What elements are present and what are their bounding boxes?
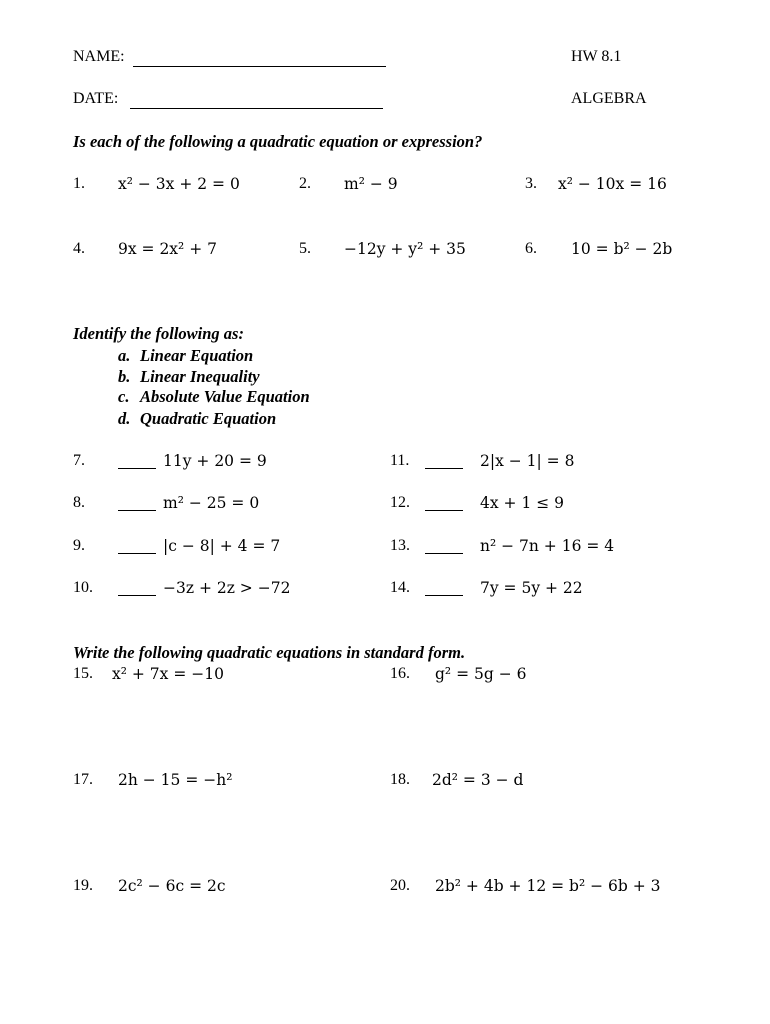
item-number: 5. (299, 240, 311, 257)
item-expression: 10 = b² − 2b (571, 240, 673, 258)
answer-blank[interactable] (118, 456, 156, 469)
item-expression: x² − 10x = 16 (558, 175, 667, 193)
item-expression: 9x = 2x² + 7 (118, 240, 217, 258)
item-expression: 11y + 20 = 9 (163, 452, 267, 470)
item-number: 10. (73, 579, 93, 596)
item-expression: 4x + 1 ≤ 9 (480, 494, 565, 512)
item-number: 16. (390, 665, 410, 682)
item-expression: x² + 7x = −10 (112, 665, 224, 683)
answer-blank[interactable] (425, 498, 463, 511)
section3-instruction: Write the following quadratic equations in standard form. (73, 643, 466, 662)
item-expression: x² − 3x + 2 = 0 (118, 175, 240, 193)
item-number: 19. (73, 877, 93, 894)
section1-instruction: Is each of the following a quadratic equation or expression? (73, 132, 483, 151)
section2-instruction: Identify the following as: (73, 324, 244, 343)
item-expression: 2h − 15 = −h² (118, 771, 233, 789)
item-number: 18. (390, 771, 410, 788)
date-label: DATE: (73, 90, 119, 107)
item-number: 20. (390, 877, 410, 894)
option-b: b. Linear Inequality (118, 367, 260, 386)
date-blank-line[interactable] (130, 108, 383, 109)
course-label: ALGEBRA (571, 90, 647, 107)
item-number: 12. (390, 494, 410, 511)
item-expression: 7y = 5y + 22 (480, 579, 583, 597)
item-number: 11. (390, 452, 410, 469)
item-expression: −12y + y² + 35 (344, 240, 466, 258)
answer-blank[interactable] (425, 583, 463, 596)
item-number: 14. (390, 579, 410, 596)
hw-label: HW 8.1 (571, 48, 622, 65)
item-expression: −3z + 2z > −72 (163, 579, 291, 597)
item-expression: 2b² + 4b + 12 = b² − 6b + 3 (435, 877, 661, 895)
item-number: 8. (73, 494, 85, 511)
name-blank-line[interactable] (133, 66, 386, 67)
item-expression: |c − 8| + 4 = 7 (163, 537, 281, 555)
item-number: 13. (390, 537, 410, 554)
item-expression: m² − 9 (344, 175, 398, 193)
item-expression: 2d² = 3 − d (432, 771, 524, 789)
option-a: a. Linear Equation (118, 346, 254, 365)
item-number: 2. (299, 175, 311, 192)
item-number: 4. (73, 240, 85, 257)
item-expression: g² = 5g − 6 (435, 665, 527, 683)
item-number: 7. (73, 452, 85, 469)
answer-blank[interactable] (118, 583, 156, 596)
item-number: 3. (525, 175, 537, 192)
name-label: NAME: (73, 48, 125, 65)
answer-blank[interactable] (118, 498, 156, 511)
item-number: 1. (73, 175, 85, 192)
answer-blank[interactable] (425, 456, 463, 469)
item-expression: 2c² − 6c = 2c (118, 877, 226, 895)
option-c: c. Absolute Value Equation (118, 387, 310, 406)
item-number: 6. (525, 240, 537, 257)
option-d: d. Quadratic Equation (118, 409, 277, 428)
answer-blank[interactable] (425, 541, 463, 554)
item-number: 9. (73, 537, 85, 554)
item-expression: n² − 7n + 16 = 4 (480, 537, 615, 555)
item-number: 15. (73, 665, 93, 682)
item-expression: m² − 25 = 0 (163, 494, 260, 512)
item-expression: 2|x − 1| = 8 (480, 452, 575, 470)
item-number: 17. (73, 771, 93, 788)
answer-blank[interactable] (118, 541, 156, 554)
